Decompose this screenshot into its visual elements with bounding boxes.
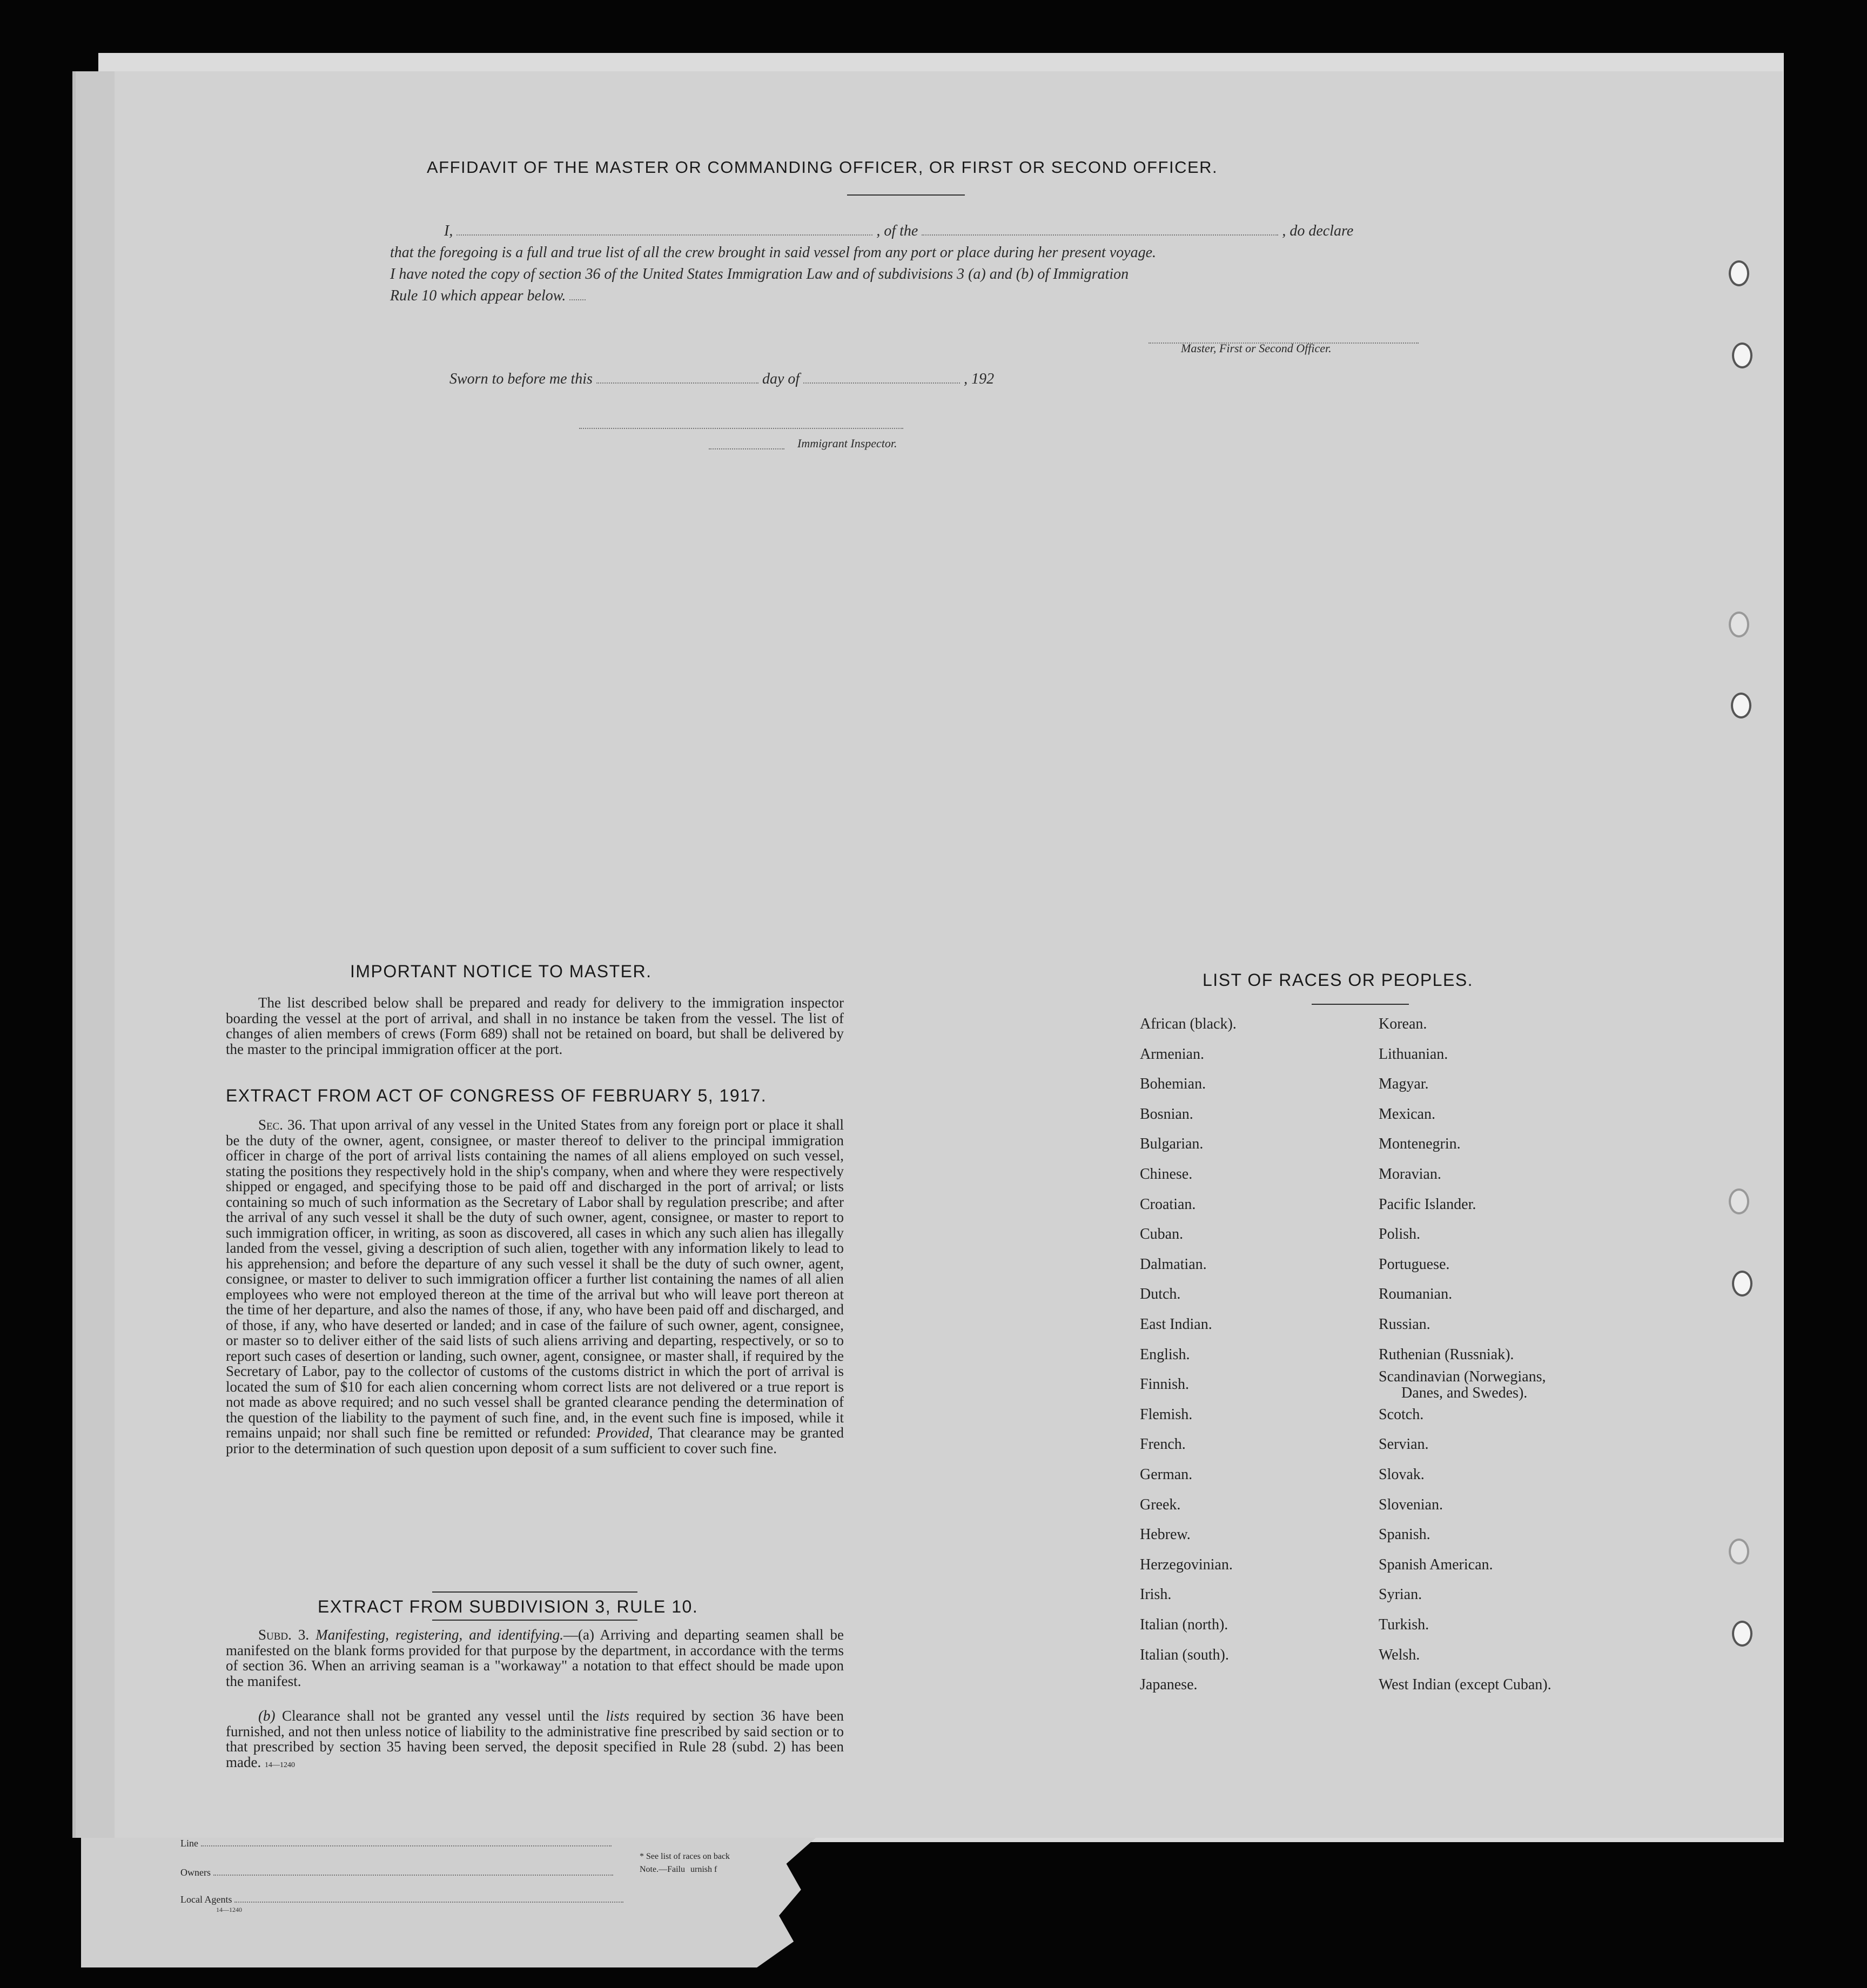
sec-text: That upon arrival of any vessel in the United States from any foreign port or place it shall be the duty of the owner, agent, consignee, or master thereof to deliver to the principal immigration officer in charge of the port of arrival lists containing the names of all aliens employed on such vessel, stating the positions they respectively hold in the ship's company, when and where they were respectively shipped or engaged, and specifying those to be paid off and discharged in the port of arrival; or lists containing so much of such information as the Secretary of Labor shall by regulation prescribe; and after the arrival of any such vessel it shall be the duty of such owner, agent, consignee, or master to report to such immigration officer, in writing, as soon as discovered, all cases in which any such alien has illegally landed from the vessel, giving a description of such alien, together with any information likely to lead to his apprehension; and before the departure of any such vessel it shall be the duty of such owner, agent, consignee, or master to deliver to such immigration officer a further list containing the names of all alien employees who were not employed thereon at the time of the arrival but who will leave port thereon at the time of her departure, and also the names of those, if any, who have been paid off and discharged, and of those, if any, who have deserted or landed; and in case of the failure of such owner, agent, consignee, or master so to deliver either of the said lists of such aliens arriving and departing, respectively, or so to report such cases of desertion or landing, such owner, agent, consignee, or master shall, if required by the Secretary of Labor, pay to the collector of customs of the customs district in which the port of arrival is located the sum of $10 for each alien concerning whom correct lists are not delivered or a true report is not made as above required; and no such vessel shall be granted clearance pending the determination of the question of the liability to the payment of such fine, and, in the event such fine is imposed, while it remains unpaid; nor shall such fine be remitted or refunded: [226,1117,844,1441]
strip-owners-label [180,1867,613,1878]
sworn-month-blank [803,371,960,384]
notice-text: The list described below shall be prepared and ready for delivery to the immigration inspector boarding the vessel at the port of arrival, and shall in no instance be taken from the vessel. The list of changes of alien members of crews (Form 689) shall not be retained on board, but shall be delivered by the master to the principal immigration officer at the port. [226,995,844,1057]
subd-heading: Manifesting, registering, and identifying. [315,1627,563,1643]
race-item: Montenegrin. [1379,1136,1461,1153]
race-item: Magyar. [1379,1076,1429,1093]
race-item: Irish. [1140,1586,1172,1603]
race-item: Polish. [1379,1226,1421,1243]
punch-hole [1729,260,1749,286]
strip-agents-blank [234,1894,623,1903]
race-item: East Indian. [1140,1316,1212,1333]
race-item: Russian. [1379,1316,1431,1333]
para-b-after: required by section 36 have been furnished, and not then unless notice of liability to the administrative fine prescribed by said section or to that prescribed by section 35 having been served, the deposit specified in Rule 28 (subd. 2) has been made. [226,1708,844,1770]
race-item: Herzegovinian. [1140,1556,1233,1573]
race-item: Syrian. [1379,1586,1422,1603]
punch-hole [1729,612,1749,637]
race-item: Bulgarian. [1140,1136,1204,1153]
race-item: Servian. [1379,1436,1429,1453]
race-item: West Indian (except Cuban). [1379,1676,1552,1694]
affidavit-line-3: I have noted the copy of section 36 of the United States Immigration Law and of subdivisions 3 (a) and (b) of Immigration [390,266,1129,283]
race-item: Cuban. [1140,1226,1184,1243]
rule-para-a [226,1627,844,1689]
race-item: Roumanian. [1379,1286,1453,1303]
strip-line-label [180,1838,612,1849]
strip-note-2a: Note.—Failu [640,1865,685,1874]
race-item: Turkish. [1379,1616,1429,1633]
sworn-line [449,371,994,388]
race-item: Japanese. [1140,1676,1198,1694]
affidavit-of-the: , of the [876,223,918,239]
sec-text-after: That clearance may be granted prior to the determination of such question upon deposit of a sum sufficient to cover such fine. [226,1425,844,1456]
notice-title: IMPORTANT NOTICE TO MASTER. [350,962,652,981]
inspector-signature-line [579,416,903,429]
race-item: Welsh. [1379,1646,1420,1663]
extract-act-text [226,1117,844,1456]
affidavit-title: AFFIDAVIT OF THE MASTER OR COMMANDING OFFICER, OR FIRST OR SECOND OFFICER. [427,158,1218,177]
document-page [76,71,1783,1838]
race-item: Slovak. [1379,1466,1425,1483]
extract-rule-title: EXTRACT FROM SUBDIVISION 3, RULE 10. [318,1597,699,1616]
race-item: Armenian. [1140,1045,1204,1063]
sworn-year: , 192 [964,371,995,387]
para-b-label: (b) [258,1708,276,1724]
race-item: Scandinavian (Norwegians, [1379,1368,1546,1386]
affidavit-line-4-text: Rule 10 which appear below. [390,287,566,304]
race-item: Scotch. [1379,1406,1424,1423]
race-item: Bosnian. [1140,1105,1193,1123]
strip-form-number: 14—1240 [216,1906,242,1913]
para-b-lists: lists [606,1708,629,1724]
race-item: Italian (north). [1140,1616,1228,1633]
punch-hole [1731,693,1751,718]
para-b-before: Clearance shall not be granted any vessel until the [281,1708,599,1724]
subd-label: Subd. 3. [258,1627,310,1643]
page-edge [76,71,115,1838]
master-signature-label: Master, First or Second Officer. [1181,341,1332,355]
race-item: Bohemian. [1140,1076,1206,1093]
strip-agents-text: Local Agents [180,1894,232,1905]
race-item: French. [1140,1436,1186,1453]
punch-hole [1729,1539,1749,1564]
rule-blank [569,287,586,300]
race-item: Hebrew. [1140,1526,1191,1543]
affidavit-line-2: that the foregoing is a full and true list of all the crew brought in said vessel from any port or place during her present voyage. [390,244,1157,261]
race-item: Ruthenian (Russniak). [1379,1346,1514,1363]
race-item: African (black). [1140,1016,1237,1032]
race-item: Pacific Islander. [1379,1196,1476,1213]
inspector-signature-label: Immigrant Inspector. [797,436,897,450]
race-item: Italian (south). [1140,1646,1229,1663]
race-item: Dutch. [1140,1286,1181,1303]
affidavit-i: I, [444,223,453,239]
race-item: Finnish. [1140,1376,1190,1393]
race-item: Dalmatian. [1140,1255,1207,1273]
punch-hole [1732,1271,1752,1297]
affidavit-declare: , do declare [1282,223,1354,239]
punch-hole [1732,342,1752,368]
strip-note-2b: urnish f [690,1865,717,1874]
race-item: Korean. [1379,1016,1427,1032]
strip-line-text: Line [180,1838,198,1849]
strip-line-blank [201,1838,612,1846]
affidavit-line-4 [390,287,586,305]
sworn-day-label: day of [762,371,800,387]
sec-label: Sec. 36. [258,1117,306,1133]
sworn-prefix: Sworn to before me this [449,371,593,387]
race-item: Moravian. [1379,1166,1441,1183]
race-item: Lithuanian. [1379,1045,1448,1063]
name-blank [456,223,872,236]
strip-note-2 [640,1865,717,1875]
race-item: Flemish. [1140,1406,1193,1423]
divider [847,194,965,196]
sworn-day-blank [596,371,758,384]
extract-act-title: EXTRACT FROM ACT OF CONGRESS OF FEBRUARY 5, 1917. [226,1086,767,1105]
vessel-blank [922,223,1278,236]
strip-agents-label [180,1894,623,1905]
race-item: English. [1140,1346,1190,1363]
divider [1312,1004,1409,1005]
race-item: Spanish American. [1379,1556,1493,1573]
race-item: Croatian. [1140,1196,1196,1213]
strip-owners-text: Owners [180,1867,211,1878]
inspector-signature-line-2 [709,436,784,449]
race-item: Spanish. [1379,1526,1431,1543]
provided: Provided, [596,1425,653,1441]
race-item: Greek. [1140,1496,1181,1513]
strip-owners-blank [213,1867,613,1876]
rule-para-b [226,1708,844,1773]
affidavit-line-1 [444,223,1421,240]
races-title: LIST OF RACES OR PEOPLES. [1203,970,1474,990]
race-item: Mexican. [1379,1105,1435,1123]
race-item-continuation: Danes, and Swedes). [1401,1385,1528,1402]
subd-text: —(a) Arriving and departing seamen shall be manifested on the blank forms provided for that purpose by the department, in accordance with the terms of section 36. When an arriving seaman is a "workaway" a notation to that effect should be made upon the manifest. [226,1627,844,1689]
punch-hole [1729,1188,1749,1214]
race-item: Slovenian. [1379,1496,1443,1513]
strip-note-1: * See list of races on back [640,1852,730,1861]
race-item: German. [1140,1466,1193,1483]
punch-hole [1732,1621,1752,1647]
race-item: Portuguese. [1379,1255,1450,1273]
divider [432,1620,637,1621]
divider [432,1591,637,1593]
race-item: Chinese. [1140,1166,1193,1183]
form-number: 14—1240 [264,1761,295,1769]
